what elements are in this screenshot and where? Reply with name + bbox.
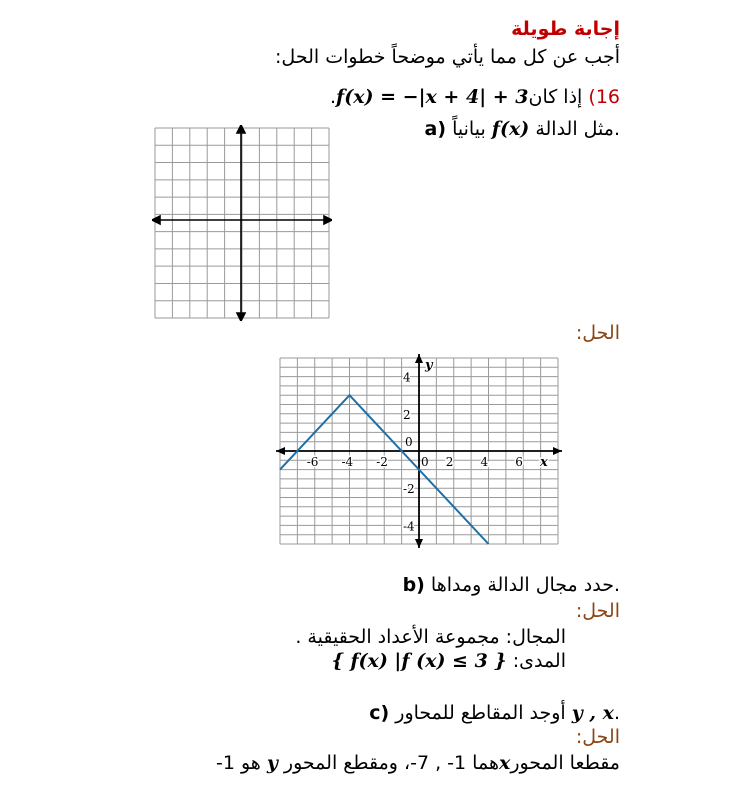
chart-y-tick-label: -4 [403,519,415,534]
part-b-label: b) [402,574,425,596]
part-c-text: أوجد المقاطع للمحاور [395,702,566,724]
chart-x-tick-label: 0 [421,455,429,469]
part-c-end: . [613,702,620,724]
blank-grid [152,125,332,321]
part-a [425,118,620,140]
intercepts-x-var: x [498,752,511,774]
chart-y-tick-label: 2 [403,407,411,422]
domain-answer: المجال: مجموعة الأعداد الحقيقية . [295,626,566,648]
range-set: { f(x) |f (x) ≤ 3 } [331,650,507,672]
intercepts-text-1: مقطعا المحور [510,752,620,774]
question-number: 16) [588,86,620,108]
intercepts-answer [216,752,620,774]
blank-y-arrow-up [237,125,245,133]
instruction-text: أجب عن كل مما يأتي موضحاً خطوات الحل: [275,46,620,68]
chart-y-axis-label: y [425,358,433,373]
part-c-label: c) [369,702,390,724]
blank-x-arrow-left [152,216,160,224]
question-text: إذا كان [528,86,583,108]
chart-x-tick-label: -4 [341,455,354,469]
chart-y-tick-label: 4 [403,370,411,385]
part-b [403,574,620,596]
part-b-text: حدد مجال الدالة ومداها. [430,574,620,596]
question-formula: f(x) = −|x + 4| + 3 [336,86,529,108]
chart-x-tick-label: -2 [376,455,388,469]
chart-x-tick-label: 6 [515,455,523,469]
blank-y-arrow-down [237,313,245,321]
solution-label-b: الحل: [575,600,620,622]
chart-y-tick-label: 0 [405,435,413,449]
solution-chart [276,354,562,548]
chart-x-tick-label: 4 [480,455,489,469]
part-a-text: مثل الدالة [535,118,614,140]
chart-axes [276,354,562,548]
part-a-text-after: بيانياً. [452,118,620,140]
range-answer [332,650,567,672]
chart-x-tick-label: 2 [445,455,454,469]
intercepts-text-2: هما 1- , 7-، ومقطع المحور [283,752,499,774]
blank-grid-lines [155,128,329,318]
solution-label-a: الحل: [575,322,620,344]
part-c [369,702,620,724]
part-a-fx: f(x) [491,118,530,140]
blank-x-arrow-right [324,216,332,224]
section-heading: إجابة طويلة [511,18,620,40]
part-c-axes: y , x [571,702,614,724]
intercepts-text-3: هو 1- [215,752,261,774]
chart-x-axis-label: x [540,455,548,470]
question-end: . [329,86,337,108]
chart-y-tick-label: -2 [403,482,415,497]
chart-x-tick-label: -6 [306,455,319,469]
question-16 [330,86,620,108]
solution-label-c: الحل: [575,726,620,748]
part-a-label: a) [424,118,447,140]
intercepts-y-var: y [266,752,278,774]
range-prefix: المدى: [512,650,566,672]
